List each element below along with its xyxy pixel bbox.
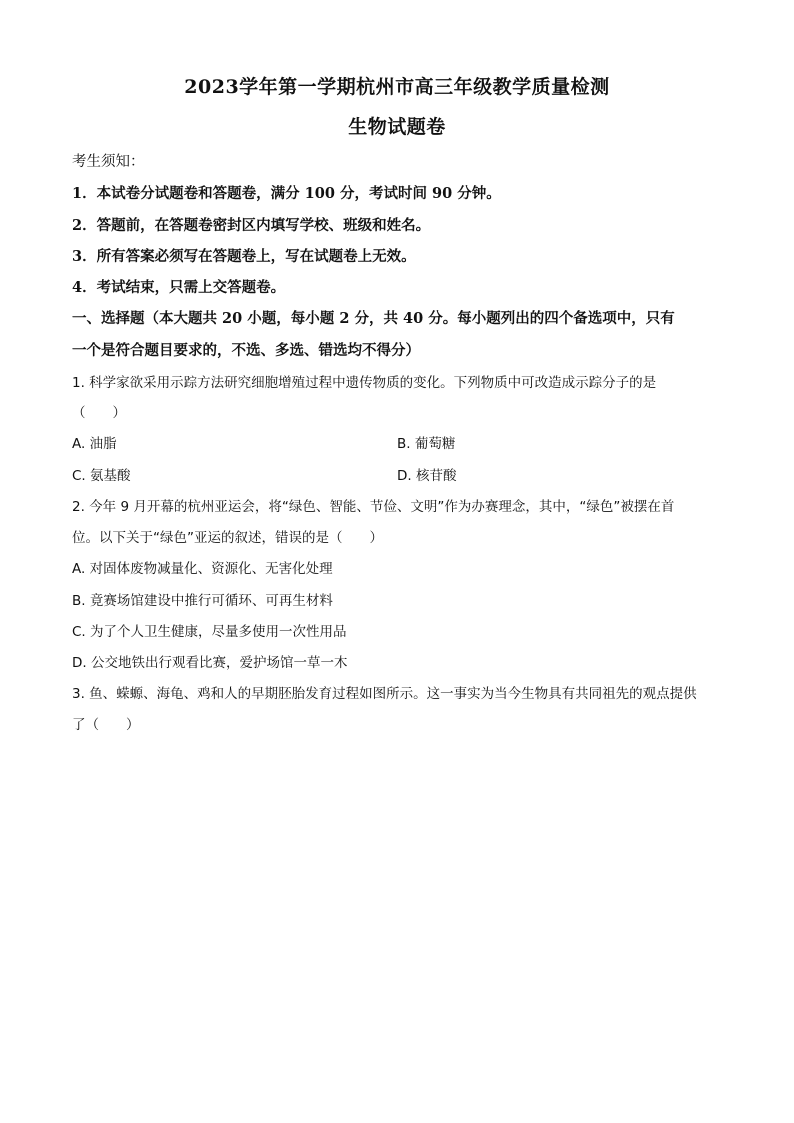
question-1-option-a: A. 油脂 [72, 436, 117, 452]
question-1-option-b: B. 葡萄糖 [397, 436, 456, 452]
question-2-text-cont: 位。以下关于“绿色”亚运的叙述，错误的是（ ） [72, 530, 383, 546]
notice-item-3: 3．所有答案必须写在答题卷上，写在试题卷上无效。 [72, 248, 416, 265]
question-2-option-d: D. 公交地铁出行观看比赛，爱护场馆一草一木 [72, 655, 348, 671]
notice-item-2: 2．答题前，在答题卷密封区内填写学校、班级和姓名。 [72, 217, 431, 234]
question-2-option-b: B. 竟赛场馆建设中推行可循环、可再生材料 [72, 593, 333, 609]
question-2-option-a: A. 对固体废物减量化、资源化、无害化处理 [72, 561, 333, 577]
question-1-option-d: D. 核苷酸 [397, 468, 457, 484]
notice-heading: 考生须知： [72, 154, 145, 170]
question-1-text: 1. 科学家欲采用示踪方法研究细胞增殖过程中遗传物质的变化。下列物质中可改造成示踪分子的是 [72, 375, 657, 391]
question-2-text: 2. 今年 9 月开幕的杭州亚运会，将“绿色、智能、节俭、文明”作为办赛理念，其中，“绿色”被摆在首 [72, 499, 675, 515]
question-3-text: 3. 鱼、蝾螈、海龟、鸡和人的早期胚胎发育过程如图所示。这一事实为当今生物具有共同祖先的观点提供 [72, 686, 697, 702]
exam-subtitle: 生物试题卷 [348, 116, 446, 138]
section-heading-line1: 一、选择题（本大题共 20 小题，每小题 2 分，共 40 分。每小题列出的四个备选项中，只有 [72, 310, 675, 327]
question-1-bracket: （ ） [72, 405, 126, 421]
question-1-option-c: C. 氨基酸 [72, 468, 131, 484]
question-3-text-cont: 了（ ） [72, 717, 140, 733]
question-2-option-c: C. 为了个人卫生健康，尽量多使用一次性用品 [72, 624, 347, 640]
notice-item-1: 1．本试卷分试题卷和答题卷，满分 100 分，考试时间 90 分钟。 [72, 185, 501, 202]
notice-item-4: 4．考试结束，只需上交答题卷。 [72, 279, 286, 296]
exam-title: 2023学年第一学期杭州市高三年级教学质量检测 [184, 76, 610, 98]
section-heading-line2: 一个是符合题目要求的，不选、多选、错选均不得分） [72, 342, 420, 359]
